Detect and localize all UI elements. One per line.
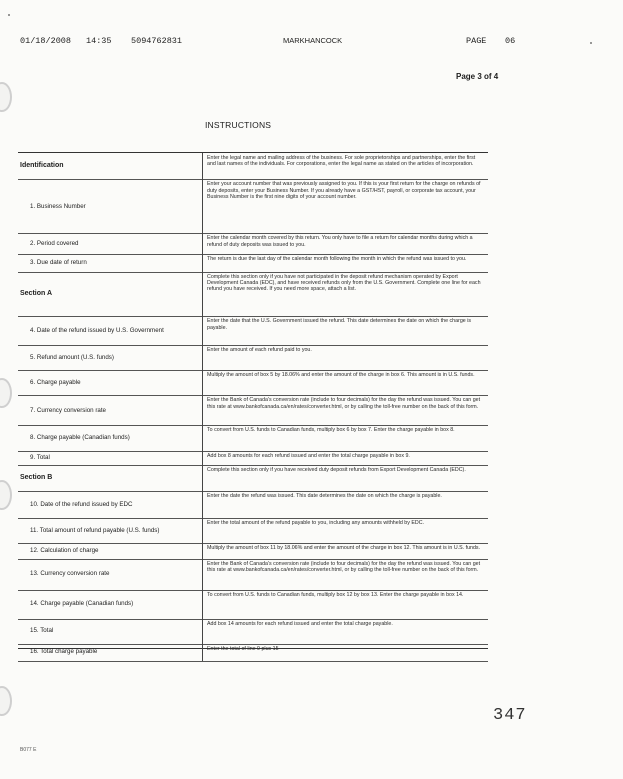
field-instruction: Enter the calendar month covered by this return. You only have to file a return for calendar months during which a refund of duty deposits was issued to you. <box>202 233 486 253</box>
punch-hole <box>0 480 12 510</box>
field-label: 8. Charge payable (Canadian funds) <box>30 434 130 442</box>
fax-page-label: PAGE <box>466 36 487 46</box>
scan-speck <box>8 14 10 16</box>
field-label: 7. Currency conversion rate <box>30 406 107 414</box>
table-row <box>18 153 488 180</box>
fax-time: 14:35 <box>86 36 112 46</box>
field-instruction: Enter the total of line 9 plus 15 <box>202 644 486 661</box>
section-heading: Section A <box>20 289 53 297</box>
field-label: 5. Refund amount (U.S. funds) <box>30 353 114 361</box>
table-row <box>18 491 488 518</box>
field-instruction: The return is due the last day of the calendar month following the month in which the refund was issued to you. <box>202 254 486 272</box>
field-instruction: Enter your account number that was previously assigned to you. If this is your first return for the charge on refunds of duty deposits, enter your Business Number. If you already have a GST/HST, payroll, or corporate tax account, your Business Number is the first nine digits of your account number. <box>202 179 486 233</box>
section-heading: Identification <box>20 162 64 169</box>
table-row <box>18 518 488 544</box>
field-label: 16. Total charge payable <box>30 648 98 656</box>
form-code: B077 E <box>20 747 37 753</box>
table-row <box>18 425 488 451</box>
table-row <box>18 233 488 254</box>
table-row <box>18 316 488 346</box>
table-row <box>18 559 488 591</box>
field-label: 14. Charge payable (Canadian funds) <box>30 600 134 608</box>
field-label: 4. Date of the refund issued by U.S. Government <box>30 326 164 334</box>
field-instruction: Enter the amount of each refund paid to you. <box>202 345 486 370</box>
table-row <box>18 370 488 396</box>
table-row <box>18 179 488 234</box>
table-row <box>18 345 488 371</box>
table-row <box>18 254 488 273</box>
field-label: 11. Total amount of refund payable (U.S. funds) <box>30 526 160 534</box>
punch-hole <box>0 378 12 408</box>
table-row <box>18 619 488 645</box>
field-label: 12. Calculation of charge <box>30 547 99 555</box>
field-instruction: Enter the legal name and mailing address of the business. For sole proprietorships and partnerships, enter the first and last names of the individuals. For corporations, enter the legal name as stated on the articles of incorporation. <box>202 153 486 179</box>
field-instruction: Enter the total amount of the refund payable to you, including any amounts withheld by EDC. <box>202 518 486 543</box>
field-label: 2. Period covered <box>30 239 79 247</box>
table-row <box>18 543 488 560</box>
field-label: 13. Currency conversion rate <box>30 570 110 578</box>
page-title: INSTRUCTIONS <box>205 120 272 130</box>
field-instruction: Enter the Bank of Canada's conversion rate (include to four decimals) for the day the refund was issued. You can get this rate at www.bankofcanada.ca/en/rates/converter.html, or by calling the toll-free number on the back of this form. <box>202 395 486 425</box>
field-instruction: Enter the Bank of Canada's conversion rate (include to four decimals) for the day the refund was issued. You can get this rate at www.bankofcanada.ca/en/rates/converter.html, or by calling the toll-free number on the back of this form. <box>202 559 486 590</box>
field-instruction: To convert from U.S. funds to Canadian funds, multiply box 6 by box 7. Enter the charge payable in box 8. <box>202 425 486 450</box>
page-stamp-number: 347 <box>493 706 527 725</box>
field-label: 3. Due date of return <box>30 259 87 267</box>
field-instruction: Multiply the amount of box 5 by 18.06% and enter the amount of the charge in box 6. This amount is in U.S. funds. <box>202 370 486 395</box>
punch-hole <box>0 82 12 112</box>
field-instruction: Enter the date the refund was issued. This date determines the date on which the charge is payable. <box>202 491 486 517</box>
field-instruction: Multiply the amount of box 11 by 18.06% and enter the amount of the charge in box 12. This amount is in U.S. funds. <box>202 543 486 559</box>
fax-phone: 5094762831 <box>131 36 183 46</box>
table-row <box>18 590 488 620</box>
fax-page-number: 06 <box>505 36 516 46</box>
field-label: 9. Total <box>30 454 50 462</box>
field-instruction: Enter the date that the U.S. Government issued the refund. This date determines the date on which the charge is payable. <box>202 316 486 345</box>
field-instruction: Complete this section only if you have received duty deposit refunds from Export Development Canada (EDC). <box>202 465 486 491</box>
fax-header <box>0 36 623 50</box>
fax-date: 01/18/2008 <box>20 36 72 46</box>
page-indicator: Page 3 of 4 <box>456 72 499 81</box>
table-row <box>18 644 488 662</box>
field-label: 6. Charge payable <box>30 379 81 387</box>
field-instruction: Complete this section only if you have not participated in the deposit refund mechanism operated by Export Development Canada (EDC), and have received refunds only from the U.S. Government. Complete one line for each refund you have received. If you need more space, attach a list. <box>202 272 486 316</box>
punch-hole <box>0 686 12 716</box>
instructions-table <box>18 152 488 656</box>
table-row <box>18 395 488 426</box>
field-label: 10. Date of the refund issued by EDC <box>30 500 133 508</box>
field-label: 15. Total <box>30 627 54 635</box>
field-instruction: To convert from U.S. funds to Canadian funds, multiply box 12 by box 13. Enter the charge payable in box 14. <box>202 590 486 619</box>
table-row <box>18 451 488 466</box>
field-instruction: Add box 8 amounts for each refund issued and enter the total charge payable in box 9. <box>202 451 486 465</box>
table-row <box>18 465 488 492</box>
fax-sender: MARKHANCOCK <box>283 36 343 45</box>
field-label: 1. Business Number <box>30 202 86 210</box>
section-heading: Section B <box>20 474 53 481</box>
table-row <box>18 272 488 317</box>
field-instruction: Add box 14 amounts for each refund issued and enter the total charge payable. <box>202 619 486 644</box>
